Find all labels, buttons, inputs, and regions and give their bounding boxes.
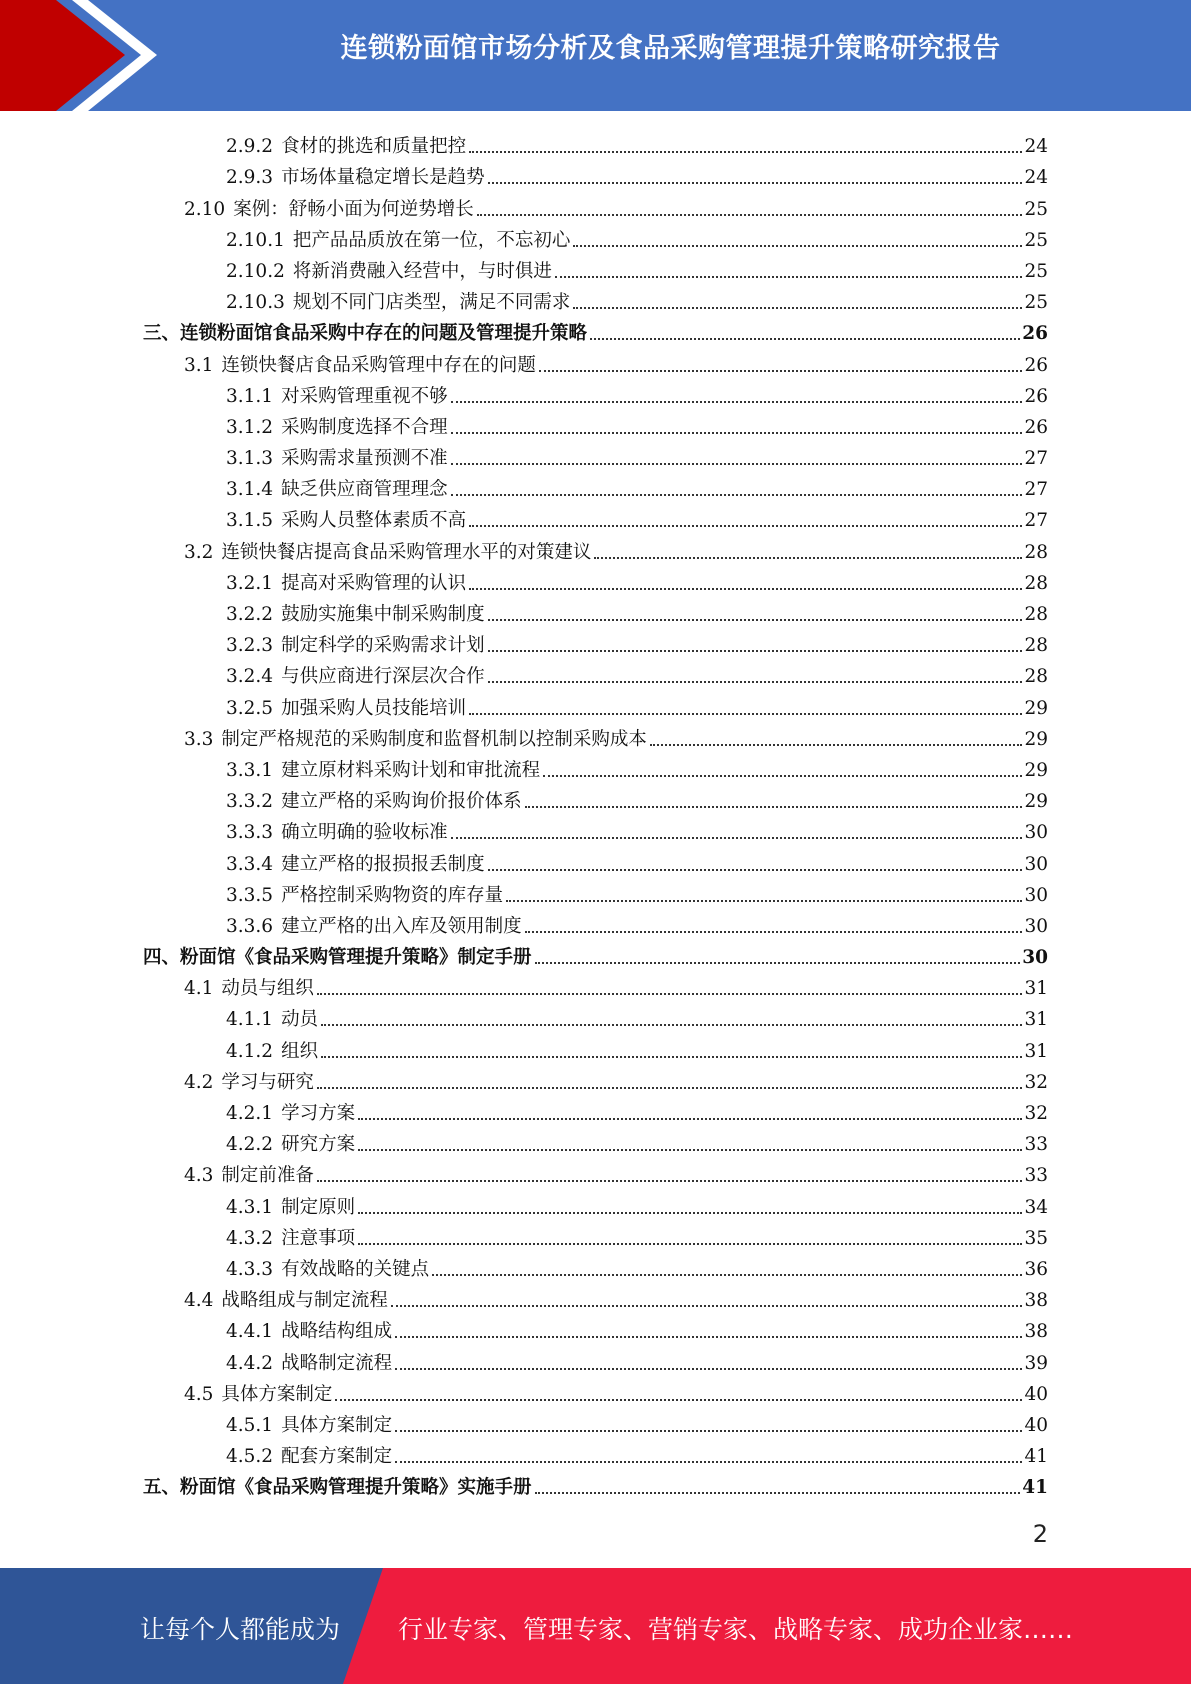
toc-entry-number: 4.2.1 bbox=[226, 1103, 274, 1124]
toc-entry[interactable] bbox=[143, 1220, 1048, 1251]
toc-dot-leader bbox=[535, 962, 1021, 964]
toc-dot-leader bbox=[469, 713, 1022, 715]
toc-entry-number: 3.2.1 bbox=[226, 572, 274, 594]
toc-entry-title: 采购人员整体素质不高 bbox=[281, 510, 467, 532]
page-footer bbox=[0, 1568, 1191, 1684]
toc-entry[interactable] bbox=[143, 658, 1048, 689]
toc-entry-number: 3.1.2 bbox=[226, 416, 274, 438]
toc-dot-leader bbox=[358, 1149, 1022, 1151]
toc-entry-page: 36 bbox=[1024, 1258, 1048, 1280]
toc-entry[interactable] bbox=[143, 1313, 1048, 1344]
toc-entry-page: 25 bbox=[1024, 292, 1048, 314]
toc-entry[interactable] bbox=[143, 1344, 1048, 1375]
toc-dot-leader bbox=[395, 1368, 1022, 1370]
toc-entry-title: 注意事项 bbox=[281, 1227, 356, 1249]
toc-entry-title: 战略制定流程 bbox=[281, 1352, 393, 1374]
toc-entry[interactable] bbox=[143, 1126, 1048, 1157]
toc-entry-title: 连锁快餐店提高食品采购管理水平的对策建议 bbox=[221, 541, 592, 563]
toc-entry[interactable] bbox=[143, 440, 1048, 471]
toc-entry-number: 3.1.1 bbox=[226, 385, 274, 407]
table-of-contents bbox=[143, 128, 1048, 1500]
toc-entry-page: 30 bbox=[1022, 947, 1048, 969]
toc-entry[interactable] bbox=[143, 565, 1048, 596]
toc-dot-leader bbox=[317, 1180, 1023, 1182]
toc-dot-leader bbox=[391, 1305, 1023, 1307]
toc-entry-number: 五、 bbox=[143, 1477, 181, 1499]
toc-entry-title: 严格控制采购物资的库存量 bbox=[281, 884, 504, 906]
toc-entry[interactable] bbox=[143, 596, 1048, 627]
toc-entry[interactable] bbox=[143, 1001, 1048, 1032]
toc-entry-page: 26 bbox=[1024, 416, 1048, 438]
toc-dot-leader bbox=[317, 993, 1023, 995]
toc-entry-title: 对采购管理重视不够 bbox=[281, 385, 448, 407]
toc-entry-number: 4.3.2 bbox=[226, 1227, 274, 1249]
toc-dot-leader bbox=[506, 900, 1022, 902]
toc-entry[interactable] bbox=[143, 1469, 1048, 1500]
toc-entry-title: 市场体量稳定增长是趋势 bbox=[281, 167, 485, 189]
toc-entry-title: 规划不同门店类型，满足不同需求 bbox=[292, 292, 571, 314]
toc-dot-leader bbox=[321, 1024, 1022, 1026]
toc-dot-leader bbox=[477, 214, 1023, 216]
toc-entry-title: 把产品品质放在第一位，不忘初心 bbox=[292, 229, 571, 251]
toc-dot-leader bbox=[590, 338, 1020, 340]
toc-entry-title: 将新消费融入经营中，与时俱进 bbox=[292, 260, 552, 282]
toc-dot-leader bbox=[395, 1430, 1022, 1432]
toc-entry-number: 2.9.3 bbox=[226, 167, 274, 189]
toc-entry-title: 建立原材料采购计划和审批流程 bbox=[281, 759, 541, 781]
toc-entry-page: 26 bbox=[1024, 385, 1048, 407]
toc-entry-page: 38 bbox=[1024, 1321, 1048, 1343]
toc-entry-page: 29 bbox=[1024, 728, 1048, 750]
toc-entry-page: 32 bbox=[1024, 1103, 1048, 1124]
toc-entry-page: 34 bbox=[1024, 1196, 1048, 1218]
toc-entry[interactable] bbox=[143, 721, 1048, 752]
toc-entry[interactable] bbox=[143, 1064, 1048, 1095]
toc-entry-number: 4.2 bbox=[184, 1071, 214, 1093]
toc-entry-page: 28 bbox=[1024, 572, 1048, 594]
toc-entry-title: 动员与组织 bbox=[221, 978, 314, 1000]
toc-entry-number: 4.1 bbox=[184, 978, 214, 1000]
toc-entry-page: 28 bbox=[1024, 635, 1048, 657]
toc-entry-number: 2.9.2 bbox=[226, 136, 274, 158]
toc-entry-title: 动员 bbox=[281, 1009, 319, 1031]
toc-entry-number: 3.1 bbox=[184, 354, 214, 376]
toc-entry[interactable] bbox=[143, 471, 1048, 502]
toc-entry-page: 40 bbox=[1024, 1383, 1048, 1405]
toc-entry[interactable] bbox=[143, 284, 1048, 315]
toc-entry-number: 3.3.1 bbox=[226, 759, 274, 781]
toc-entry[interactable] bbox=[143, 783, 1048, 814]
toc-entry-number: 3.2.4 bbox=[226, 666, 274, 688]
toc-entry-title: 具体方案制定 bbox=[221, 1383, 333, 1405]
toc-dot-leader bbox=[555, 276, 1023, 278]
toc-entry-number: 4.3 bbox=[184, 1165, 214, 1187]
toc-entry-title: 采购需求量预测不准 bbox=[281, 448, 448, 470]
toc-entry-number: 4.2.2 bbox=[226, 1134, 274, 1156]
toc-entry-page: 28 bbox=[1024, 541, 1048, 563]
toc-entry-page: 24 bbox=[1024, 136, 1048, 158]
toc-entry-title: 连锁粉面馆食品采购中存在的问题及管理提升策略 bbox=[180, 323, 588, 345]
toc-entry-title: 学习与研究 bbox=[221, 1071, 314, 1093]
toc-entry[interactable] bbox=[143, 1188, 1048, 1219]
toc-entry-title: 建立严格的采购询价报价体系 bbox=[281, 791, 522, 813]
toc-entry-number: 4.3.1 bbox=[226, 1196, 274, 1218]
toc-entry-title: 制定原则 bbox=[281, 1196, 356, 1218]
toc-entry-number: 3.1.3 bbox=[226, 448, 274, 470]
toc-entry[interactable] bbox=[143, 346, 1048, 377]
toc-entry[interactable] bbox=[143, 1095, 1048, 1126]
toc-entry-page: 27 bbox=[1024, 479, 1048, 501]
toc-entry-number: 3.2.3 bbox=[226, 635, 274, 657]
toc-dot-leader bbox=[432, 1274, 1022, 1276]
toc-entry[interactable] bbox=[143, 877, 1048, 908]
toc-entry[interactable] bbox=[143, 1282, 1048, 1313]
toc-entry-title: 确立明确的验收标准 bbox=[281, 822, 448, 844]
toc-dot-leader bbox=[451, 401, 1023, 403]
toc-dot-leader bbox=[488, 869, 1023, 871]
toc-entry-number: 4.4.1 bbox=[226, 1321, 274, 1343]
toc-entry[interactable] bbox=[143, 128, 1048, 159]
toc-entry-page: 33 bbox=[1024, 1165, 1048, 1187]
toc-entry-page: 26 bbox=[1022, 323, 1048, 345]
toc-entry-page: 40 bbox=[1024, 1414, 1048, 1436]
toc-entry-title: 有效战略的关键点 bbox=[281, 1258, 430, 1280]
toc-dot-leader bbox=[451, 463, 1023, 465]
toc-entry[interactable] bbox=[143, 970, 1048, 1001]
toc-entry-number: 3.1.5 bbox=[226, 510, 274, 532]
toc-entry[interactable] bbox=[143, 502, 1048, 533]
toc-entry-title: 鼓励实施集中制采购制度 bbox=[281, 604, 485, 625]
toc-entry-page: 33 bbox=[1024, 1134, 1048, 1156]
toc-dot-leader bbox=[451, 837, 1023, 839]
toc-entry[interactable] bbox=[143, 627, 1048, 658]
toc-dot-leader bbox=[594, 557, 1022, 559]
toc-entry-title: 加强采购人员技能培训 bbox=[281, 697, 467, 719]
toc-entry-number: 3.3.5 bbox=[226, 884, 274, 906]
toc-entry[interactable] bbox=[143, 533, 1048, 564]
toc-entry-number: 4.4 bbox=[184, 1290, 214, 1312]
toc-dot-leader bbox=[317, 1087, 1023, 1089]
toc-dot-leader bbox=[469, 151, 1022, 153]
toc-entry-number: 三、 bbox=[143, 323, 181, 345]
toc-entry-number: 3.3.4 bbox=[226, 853, 274, 875]
toc-dot-leader bbox=[573, 245, 1022, 247]
toc-entry-page: 29 bbox=[1024, 697, 1048, 719]
toc-entry-title: 建立严格的报损报丢制度 bbox=[281, 853, 485, 875]
toc-entry[interactable] bbox=[143, 1407, 1048, 1438]
toc-dot-leader bbox=[650, 744, 1023, 746]
toc-entry-page: 38 bbox=[1024, 1290, 1048, 1312]
toc-entry-number: 3.2 bbox=[184, 541, 214, 563]
toc-entry-page: 41 bbox=[1022, 1477, 1048, 1499]
toc-entry[interactable] bbox=[143, 159, 1048, 190]
toc-entry-title: 制定严格规范的采购制度和监督机制以控制采购成本 bbox=[221, 728, 647, 750]
toc-entry-number: 2.10.1 bbox=[226, 229, 285, 251]
toc-dot-leader bbox=[535, 1492, 1021, 1494]
toc-entry[interactable] bbox=[143, 409, 1048, 440]
toc-entry-title: 粉面馆《食品采购管理提升策略》实施手册 bbox=[180, 1477, 532, 1499]
toc-entry[interactable] bbox=[143, 814, 1048, 845]
toc-entry-number: 四、 bbox=[143, 947, 181, 969]
toc-entry[interactable] bbox=[143, 752, 1048, 783]
toc-dot-leader bbox=[525, 806, 1023, 808]
toc-entry[interactable] bbox=[143, 253, 1048, 284]
toc-dot-leader bbox=[358, 1118, 1022, 1120]
toc-entry-number: 4.4.2 bbox=[226, 1352, 274, 1374]
toc-entry[interactable] bbox=[143, 1438, 1048, 1469]
toc-entry-title: 缺乏供应商管理理念 bbox=[281, 479, 448, 501]
toc-dot-leader bbox=[488, 619, 1023, 621]
toc-dot-leader bbox=[539, 370, 1023, 372]
toc-entry-number: 4.1.1 bbox=[226, 1009, 274, 1031]
toc-entry[interactable] bbox=[143, 845, 1048, 876]
toc-entry-number: 4.1.2 bbox=[226, 1040, 274, 1062]
toc-dot-leader bbox=[451, 432, 1023, 434]
toc-entry-number: 4.5 bbox=[184, 1383, 214, 1405]
toc-entry[interactable] bbox=[143, 315, 1048, 346]
toc-entry-page: 30 bbox=[1024, 884, 1048, 906]
toc-entry-page: 39 bbox=[1024, 1352, 1048, 1374]
toc-entry-page: 35 bbox=[1024, 1227, 1048, 1249]
toc-entry[interactable] bbox=[143, 190, 1048, 221]
toc-entry-page: 30 bbox=[1024, 915, 1048, 937]
page-number: 2 bbox=[1032, 1520, 1048, 1548]
toc-entry-number: 4.5.2 bbox=[226, 1446, 274, 1468]
toc-entry-page: 27 bbox=[1024, 510, 1048, 532]
toc-entry-page: 31 bbox=[1024, 1040, 1048, 1062]
toc-entry-title: 案例：舒畅小面为何逆势增长 bbox=[233, 198, 474, 220]
toc-entry-page: 24 bbox=[1024, 167, 1048, 189]
toc-entry-page: 31 bbox=[1024, 1009, 1048, 1031]
toc-dot-leader bbox=[488, 681, 1023, 683]
toc-entry-number: 3.2.2 bbox=[226, 604, 274, 625]
toc-entry[interactable] bbox=[143, 1157, 1048, 1188]
toc-dot-leader bbox=[573, 307, 1022, 309]
toc-dot-leader bbox=[395, 1336, 1022, 1338]
toc-entry-title: 食材的挑选和质量把控 bbox=[281, 136, 467, 158]
toc-entry-number: 3.2.5 bbox=[226, 697, 274, 719]
toc-entry[interactable] bbox=[143, 1376, 1048, 1407]
toc-entry-page: 30 bbox=[1024, 822, 1048, 844]
toc-entry-title: 制定科学的采购需求计划 bbox=[281, 635, 485, 657]
toc-dot-leader bbox=[451, 494, 1023, 496]
toc-dot-leader bbox=[395, 1461, 1022, 1463]
toc-entry-number: 2.10.3 bbox=[226, 292, 285, 314]
toc-entry-number: 2.10 bbox=[184, 198, 226, 220]
toc-dot-leader bbox=[469, 525, 1022, 527]
toc-entry-title: 提高对采购管理的认识 bbox=[281, 572, 467, 594]
toc-entry-title: 制定前准备 bbox=[221, 1165, 314, 1187]
toc-entry-number: 3.1.4 bbox=[226, 479, 274, 501]
toc-entry-number: 4.3.3 bbox=[226, 1258, 274, 1280]
toc-entry-title: 研究方案 bbox=[281, 1134, 356, 1156]
toc-entry-title: 具体方案制定 bbox=[281, 1414, 393, 1436]
toc-entry-page: 28 bbox=[1024, 604, 1048, 625]
toc-entry-title: 粉面馆《食品采购管理提升策略》制定手册 bbox=[180, 947, 532, 969]
toc-entry-page: 25 bbox=[1024, 229, 1048, 251]
toc-entry-page: 30 bbox=[1024, 853, 1048, 875]
toc-entry-number: 4.5.1 bbox=[226, 1414, 274, 1436]
toc-entry-page: 26 bbox=[1024, 354, 1048, 376]
toc-entry-title: 组织 bbox=[281, 1040, 319, 1062]
toc-entry-page: 25 bbox=[1024, 260, 1048, 282]
toc-dot-leader bbox=[358, 1243, 1022, 1245]
toc-dot-leader bbox=[543, 775, 1022, 777]
footer-slogan-left: 让每个人都能成为 bbox=[140, 1615, 341, 1644]
toc-entry-page: 31 bbox=[1024, 978, 1048, 1000]
toc-entry-number: 3.3.6 bbox=[226, 915, 274, 937]
toc-entry-title: 战略组成与制定流程 bbox=[221, 1290, 388, 1312]
toc-entry-title: 连锁快餐店食品采购管理中存在的问题 bbox=[221, 354, 536, 376]
toc-entry[interactable] bbox=[143, 939, 1048, 970]
toc-dot-leader bbox=[488, 650, 1023, 652]
toc-entry-page: 29 bbox=[1024, 791, 1048, 813]
toc-entry-number: 2.10.2 bbox=[226, 260, 285, 282]
toc-entry[interactable] bbox=[143, 378, 1048, 409]
toc-entry-title: 战略结构组成 bbox=[281, 1321, 393, 1343]
toc-entry-page: 25 bbox=[1024, 198, 1048, 220]
toc-entry[interactable] bbox=[143, 1251, 1048, 1282]
toc-entry-page: 28 bbox=[1024, 666, 1048, 688]
toc-dot-leader bbox=[321, 1056, 1022, 1058]
toc-entry[interactable] bbox=[143, 689, 1048, 720]
toc-entry-title: 学习方案 bbox=[281, 1103, 356, 1124]
toc-entry-number: 3.3.2 bbox=[226, 791, 274, 813]
toc-entry[interactable] bbox=[143, 908, 1048, 939]
toc-dot-leader bbox=[469, 588, 1022, 590]
toc-entry-number: 3.3 bbox=[184, 728, 214, 750]
page-header bbox=[0, 0, 1191, 111]
toc-dot-leader bbox=[525, 931, 1023, 933]
toc-entry-page: 32 bbox=[1024, 1071, 1048, 1093]
toc-entry-page: 27 bbox=[1024, 448, 1048, 470]
footer-slogan-right: 行业专家、管理专家、营销专家、战略专家、成功企业家…… bbox=[398, 1615, 1074, 1644]
toc-dot-leader bbox=[358, 1212, 1022, 1214]
header-title: 连锁粉面馆市场分析及食品采购管理提升策略研究报告 bbox=[340, 33, 1001, 64]
toc-dot-leader bbox=[335, 1399, 1022, 1401]
toc-entry[interactable] bbox=[143, 1032, 1048, 1063]
toc-entry-number: 3.3.3 bbox=[226, 822, 274, 844]
toc-entry[interactable] bbox=[143, 222, 1048, 253]
toc-entry-title: 建立严格的出入库及领用制度 bbox=[281, 915, 522, 937]
toc-entry-page: 41 bbox=[1024, 1446, 1048, 1468]
toc-entry-page: 29 bbox=[1024, 759, 1048, 781]
toc-entry-title: 采购制度选择不合理 bbox=[281, 416, 448, 438]
toc-dot-leader bbox=[488, 182, 1023, 184]
toc-entry-title: 配套方案制定 bbox=[281, 1446, 393, 1468]
toc-entry-title: 与供应商进行深层次合作 bbox=[281, 666, 485, 688]
